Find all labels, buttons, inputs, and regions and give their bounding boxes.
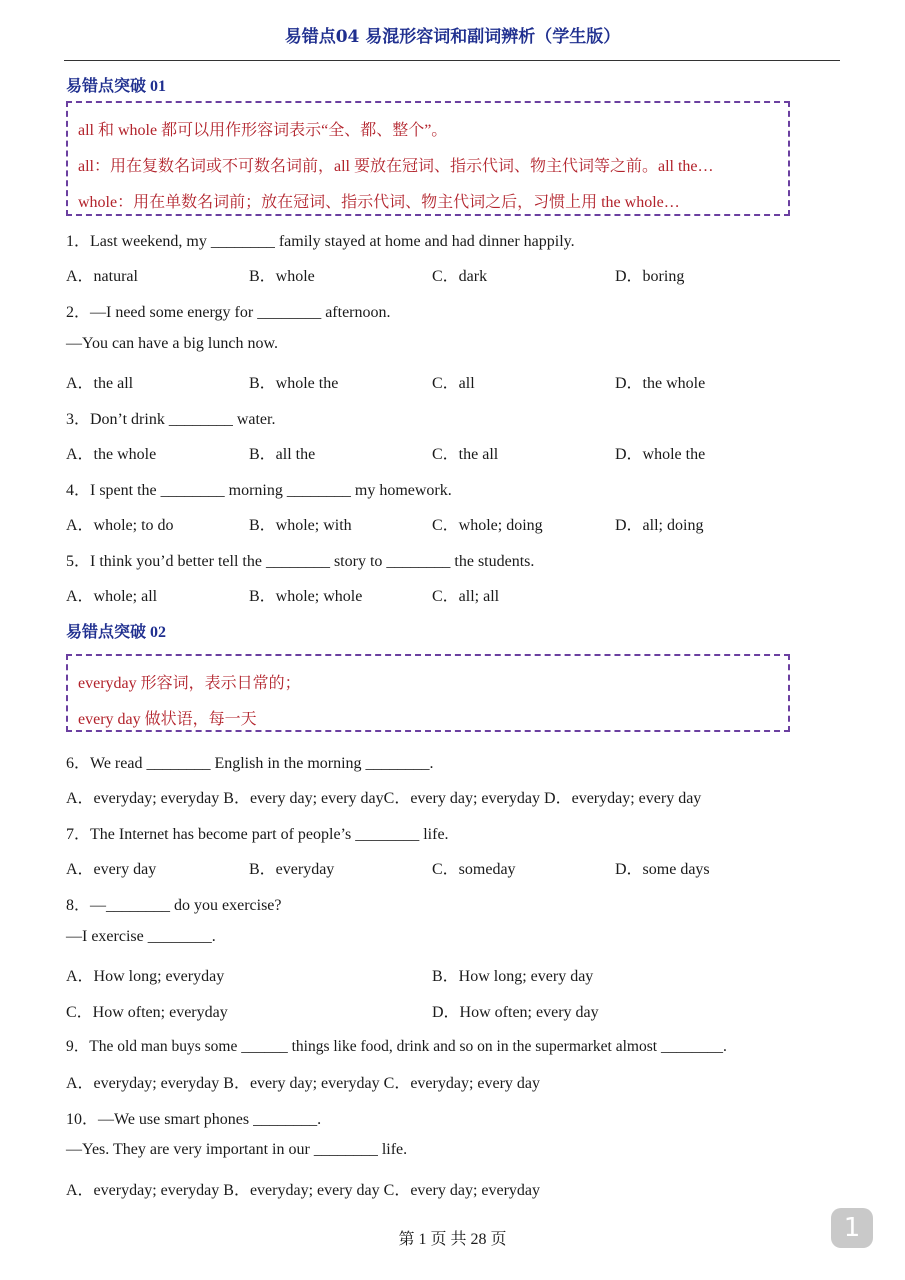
- option: B．all the: [249, 446, 316, 463]
- option: A．natural: [66, 268, 138, 285]
- option: C．all: [432, 375, 475, 392]
- question-stem: 3．Don’t drink ________ water.: [66, 411, 276, 428]
- question-stem: 1．Last weekend, my ________ family stayed at home and had dinner happily.: [66, 233, 575, 250]
- option: D．boring: [615, 268, 685, 285]
- option: A．the whole: [66, 446, 157, 463]
- question-reply: —Yes. They are very important in our ________ life.: [66, 1141, 408, 1158]
- question-stem: 9．The old man buys some ______ things like food, drink and so on in the supermarket almost ________.: [66, 1038, 727, 1055]
- option: C．How often; everyday: [66, 1004, 228, 1021]
- option: A．every day: [66, 861, 157, 878]
- question-stem: 8．—________ do you exercise?: [66, 897, 282, 914]
- section-heading-2: 易错点突破 02: [66, 624, 167, 641]
- option: B．whole; whole: [249, 588, 363, 605]
- option: C．dark: [432, 268, 488, 285]
- question-stem: 4．I spent the ________ morning ________ my homework.: [66, 482, 452, 499]
- option: B．whole: [249, 268, 315, 285]
- options-line: A．everyday; everyday B．every day; everyday C．everyday; every day: [66, 1075, 541, 1092]
- option: B．How long; every day: [432, 968, 594, 985]
- option: B．whole; with: [249, 517, 352, 534]
- question-reply: —You can have a big lunch now.: [66, 335, 278, 352]
- page-footer: 第 1 页 共 28 页: [398, 1231, 507, 1248]
- note-box-1: [66, 101, 790, 216]
- option: B．everyday: [249, 861, 335, 878]
- option: A．whole; all: [66, 588, 158, 605]
- option: D．How often; every day: [432, 1004, 599, 1021]
- note-line: every day 做状语，每一天: [78, 711, 257, 728]
- page-number-badge[interactable]: 1: [831, 1208, 873, 1248]
- question-stem: 5．I think you’d better tell the ________ story to ________ the students.: [66, 553, 535, 570]
- options-line: A．everyday; everyday B．everyday; every day C．every day; everyday: [66, 1182, 541, 1199]
- question-stem: 10．—We use smart phones ________.: [66, 1111, 322, 1128]
- question-stem: 6．We read ________ English in the morning ________.: [66, 755, 434, 772]
- option: B．whole the: [249, 375, 339, 392]
- option: A．the all: [66, 375, 134, 392]
- option: D．the whole: [615, 375, 706, 392]
- question-stem: 2．—I need some energy for ________ afternoon.: [66, 304, 391, 321]
- note-line: all 和 whole 都可以用作形容词表示“全、都、整个”。: [78, 122, 448, 139]
- question-stem: 7．The Internet has become part of people’s ________ life.: [66, 826, 449, 843]
- option: D．some days: [615, 861, 710, 878]
- note-line: whole：用在单数名词前；放在冠词、指示代词、物主代词之后，习惯上用 the whole…: [78, 194, 680, 211]
- document-title: 易错点04 易混形容词和副词辨析（学生版）: [284, 27, 621, 47]
- note-line: everyday 形容词，表示日常的；: [78, 675, 301, 692]
- section-heading-1: 易错点突破 01: [66, 78, 167, 95]
- header-rule: [64, 60, 840, 61]
- question-reply: —I exercise ________.: [66, 928, 216, 945]
- note-box-2: [66, 654, 790, 732]
- option: A．How long; everyday: [66, 968, 225, 985]
- option: D．whole the: [615, 446, 706, 463]
- option: C．whole; doing: [432, 517, 543, 534]
- note-line: all：用在复数名词或不可数名词前，all 要放在冠词、指示代词、物主代词等之前。all the…: [78, 158, 714, 175]
- option: C．the all: [432, 446, 499, 463]
- options-line: A．everyday; everyday B．every day; every dayC．every day; everyday D．everyday; every day: [66, 790, 702, 807]
- option: C．all; all: [432, 588, 500, 605]
- option: C．someday: [432, 861, 516, 878]
- option: D．all; doing: [615, 517, 704, 534]
- option: A．whole; to do: [66, 517, 174, 534]
